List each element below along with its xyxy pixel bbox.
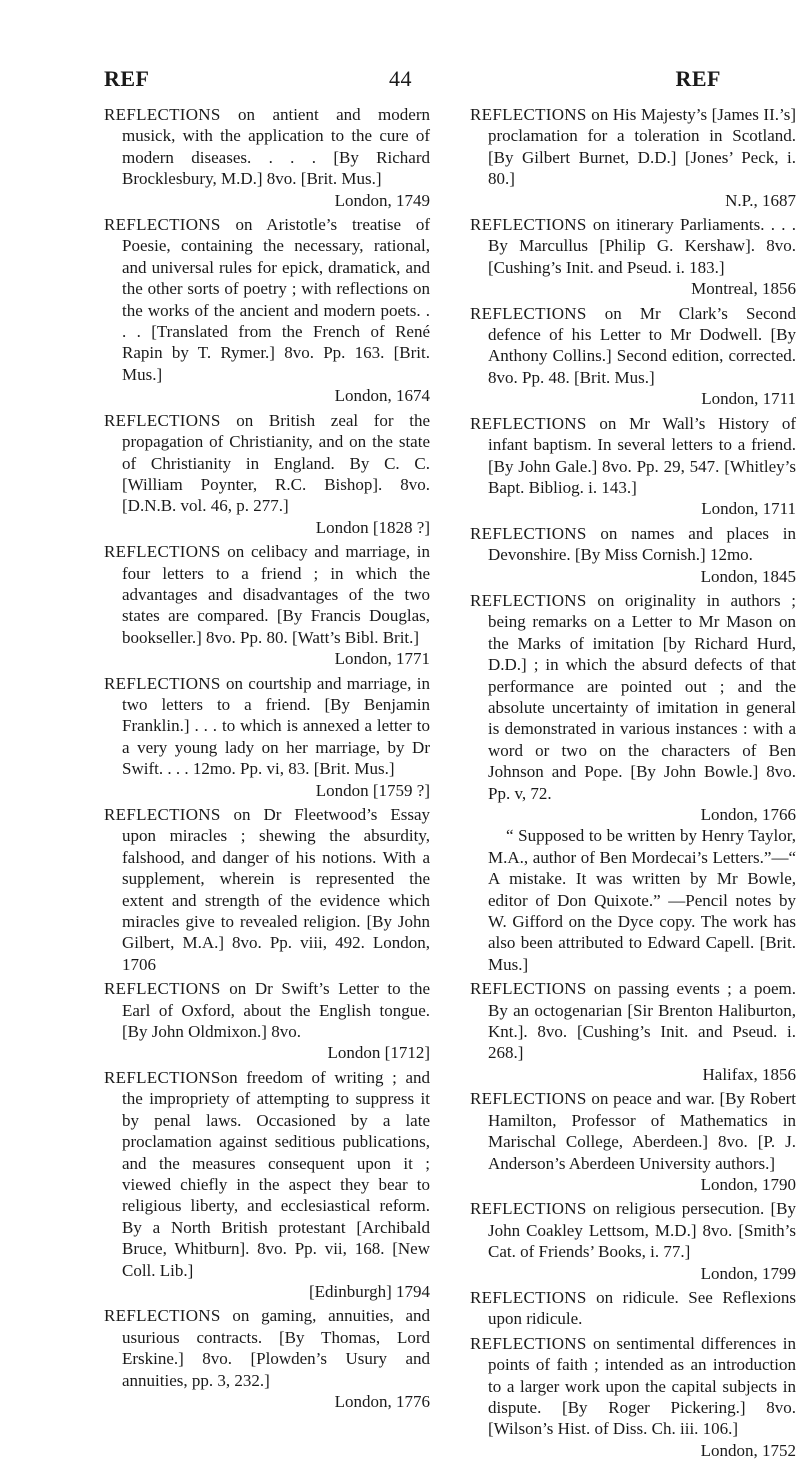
left-column — [104, 104, 430, 1415]
right-column — [470, 104, 796, 1464]
entry-text: on His Majesty’s [James II.’s] proclamation for a toleration in Scotland. [By Gilbert Burnet, D.D.] [Jones’ Peck, i. 80.] — [488, 105, 796, 189]
bibliography-entry — [104, 1305, 430, 1412]
entry-headword: REFLECTIONS — [104, 215, 221, 235]
entry-headword: REFLECTIONS — [470, 105, 587, 124]
entry-place-date: London, 1776 — [334, 1391, 430, 1411]
entry-headword: REFLECTIONS — [470, 215, 587, 235]
entry-text: on peace and war. [By Robert Hamilton, Professor of Mathematics in Marischal College, Aberdeen.] 8vo. [P. J. Anderson’s Aberdeen University authors.] — [488, 1089, 796, 1173]
entry-place-date: London [1759 ?] — [315, 780, 430, 800]
entry-place-date: Halifax, 1856 — [702, 1064, 796, 1084]
entry-headword: REFLECTIONS — [470, 1199, 587, 1219]
entry-text: on Mr Wall’s History of infant baptism. In several letters to a friend. [By John Gale.] 8vo. Pp. 29, 547. [Whitley’s Bapt. Bibliog. i. 143.] — [488, 413, 796, 497]
entry-headword: REFLECTIONS — [104, 805, 221, 824]
bibliography-entry — [470, 1287, 796, 1330]
bibliography-entry — [104, 410, 430, 538]
entry-headword: REFLECTIONS — [104, 410, 221, 430]
entry-headword: REFLECTIONS — [470, 590, 587, 610]
entry-text: on Aristotle’s treatise of Poesie, containing the necessary, rational, and universal rules for epick, dramatick, and the other sorts of poetry ; with reflections on the works of the ancient and modern poets. . . . [Translated from the French of René Rapin by T. Rymer.] 8vo. Pp. 163. [Brit. Mus.] — [122, 215, 430, 384]
bibliography-entry — [104, 804, 430, 975]
entry-place-date: London [1828 ?] — [315, 517, 430, 537]
bibliography-entry — [470, 1198, 796, 1284]
entry-text: on antient and modern musick, with the application to the cure of modern diseases. . . . [By Richard Brocklesbury, M.D.] 8vo. [Brit. Mus.] — [122, 105, 430, 189]
bibliography-entry — [104, 104, 430, 211]
entry-text: on British zeal for the propagation of Christianity, and on the state of Christianity in England. By C. C. [William Poynter, R.C. Bishop]. 8vo. [D.N.B. vol. 46, p. 277.] — [122, 410, 430, 516]
header-right: REF — [675, 66, 721, 91]
bibliography-entry — [470, 1333, 796, 1461]
entry-headword: REFLECTIONS — [470, 523, 587, 543]
entry-place-date: London, 1799 — [700, 1263, 796, 1283]
entry-text: on sentimental differences in points of faith ; intended as an introduction to a larger work upon the capital subjects in dispute. [By Roger Pickering.] 8vo. [Wilson’s Hist. of Diss. Ch. iii. 106.] — [488, 1333, 796, 1439]
entry-headword: REFLECTIONS — [104, 1067, 221, 1087]
entry-headword: REFLECTIONS — [104, 673, 221, 693]
entry-place-date: London, 1749 — [334, 190, 430, 210]
entry-headword: REFLECTIONS — [470, 1333, 587, 1353]
entry-place-date: London, 1711 — [701, 389, 796, 409]
bibliography-entry — [470, 590, 796, 975]
entry-place-date: London, 1766 — [700, 805, 796, 824]
entry-headword: REFLECTIONS — [104, 542, 221, 562]
page-number: 44 — [389, 66, 412, 91]
entry-headword: REFLECTIONS — [470, 979, 587, 999]
entry-headword: REFLECTIONS — [470, 303, 587, 323]
entry-place-date: London [1712] — [327, 1043, 430, 1063]
bibliography-entry — [470, 104, 796, 211]
entry-headword: REFLECTIONS — [104, 979, 221, 999]
entry-place-date: N.P., 1687 — [725, 190, 796, 210]
bibliography-entry — [470, 523, 796, 587]
entry-text: on Dr Fleetwood’s Essay upon miracles ; shewing the absurdity, falshood, and danger of his notions. With a supplement, wherein is represented the extent and strength of the evidence which miracles give to revealed religion. [By John Gilbert, M.A.] 8vo. Pp. viii, 492. London, 1706 — [122, 805, 430, 974]
entry-place-date: [Edinburgh] 1794 — [308, 1281, 430, 1301]
bibliography-entry — [470, 214, 796, 300]
entry-place-date: London, 1711 — [701, 499, 796, 519]
entry-place-date: London, 1771 — [334, 649, 430, 669]
entry-text: on courtship and marriage, in two letters to a friend. [By Benjamin Franklin.] . . . to which is annexed a letter to a very young lady on her marriage, by Dr Swift. . . . 12mo. Pp. vi, 83. [Brit. Mus.] — [122, 673, 430, 779]
bibliography-entry — [470, 303, 796, 410]
entry-headword: REFLECTIONS — [104, 1306, 221, 1326]
entry-text: on gaming, annuities, and usurious contracts. [By Thomas, Lord Erskine.] 8vo. [Plowden’s Usury and annuities, pp. 3, 232.] — [122, 1306, 430, 1390]
bibliography-entry — [104, 978, 430, 1064]
running-header — [0, 66, 801, 94]
entry-headword: REFLECTIONS — [104, 105, 221, 124]
entry-text: on ridicule. See Reflexions upon ridicule. — [488, 1287, 796, 1329]
bibliography-entry — [470, 1088, 796, 1195]
entry-place-date: London, 1674 — [334, 386, 430, 406]
entry-place-date: Montreal, 1856 — [691, 279, 796, 299]
bibliography-entry — [470, 413, 796, 520]
bibliography-entry — [104, 1067, 430, 1302]
header-left: REF — [104, 66, 150, 91]
entry-text: on religious persecution. [By John Coakley Lettsom, M.D.] 8vo. [Smith’s Cat. of Friends’ Books, i. 77.] — [488, 1199, 796, 1262]
bibliography-entry — [104, 673, 430, 801]
entry-place-date: London, 1752 — [700, 1440, 796, 1460]
entry-text: on names and places in Devonshire. [By Miss Cornish.] 12mo. — [488, 523, 796, 565]
entry-note: “ Supposed to be written by Henry Taylor, M.A., author of Ben Mordecai’s Letters.”—“ A mistake. It was written by Mr Bowle, editor of Don Quixote.” —Pencil notes by W. Gifford on the Dyce copy. The work has also been attributed to Edward Capell. [Brit. Mus.] — [488, 826, 796, 974]
entry-place-date: London, 1790 — [700, 1174, 796, 1194]
entry-text: on freedom of writing ; and the impropriety of attempting to suppress it by penal laws. Occasioned by a late proclamation against seditious publications, and the measures consequent upon it ; viewed chiefly in the aspect they bear to religious liberty, and ecclesiastical reform. By a North British protestant [Archibald Bruce, Whitburn]. 8vo. Pp. vii, 168. [New Coll. Lib.] — [122, 1067, 430, 1280]
entry-headword: REFLECTIONS — [470, 1089, 587, 1109]
entry-headword: REFLECTIONS — [470, 413, 587, 433]
entry-text: on Dr Swift’s Letter to the Earl of Oxford, about the English tongue. [By John Oldmixon.] 8vo. — [122, 979, 430, 1042]
entry-place-date: London, 1845 — [700, 566, 796, 586]
entry-text: on itinerary Parliaments. . . . By Marcullus [Philip G. Kershaw]. 8vo. [Cushing’s Init. and Pseud. i. 183.] — [488, 215, 796, 277]
entry-text: on passing events ; a poem. By an octogenarian [Sir Brenton Haliburton, Knt.]. 8vo. [Cushing’s Init. and Pseud. i. 268.] — [488, 979, 796, 1063]
entry-text: on originality in authors ; being remarks on a Letter to Mr Mason on the Marks of imitation [by Richard Hurd, D.D.] ; in which the absurd defects of that performance are pointed out ; and the absolute uncertainty of imitation in general is demonstrated in various instances : with a word or two on the characters of Ben Johnson and Pope. [By John Bowle.] 8vo. Pp. v, 72. — [488, 590, 796, 803]
bibliography-entry — [104, 541, 430, 669]
bibliography-entry — [104, 214, 430, 407]
entry-text: on Mr Clark’s Second defence of his Letter to Mr Dodwell. [By Anthony Collins.] Second edition, corrected. 8vo. Pp. 48. [Brit. Mus.] — [488, 303, 796, 387]
entry-headword: REFLECTIONS — [470, 1287, 587, 1307]
bibliography-entry — [470, 978, 796, 1085]
entry-text: on celibacy and marriage, in four letters to a friend ; in which the advantages and disadvantages of the two states are compared. [By Francis Douglas, bookseller.] 8vo. Pp. 80. [Watt’s Bibl. Brit.] — [122, 542, 430, 647]
